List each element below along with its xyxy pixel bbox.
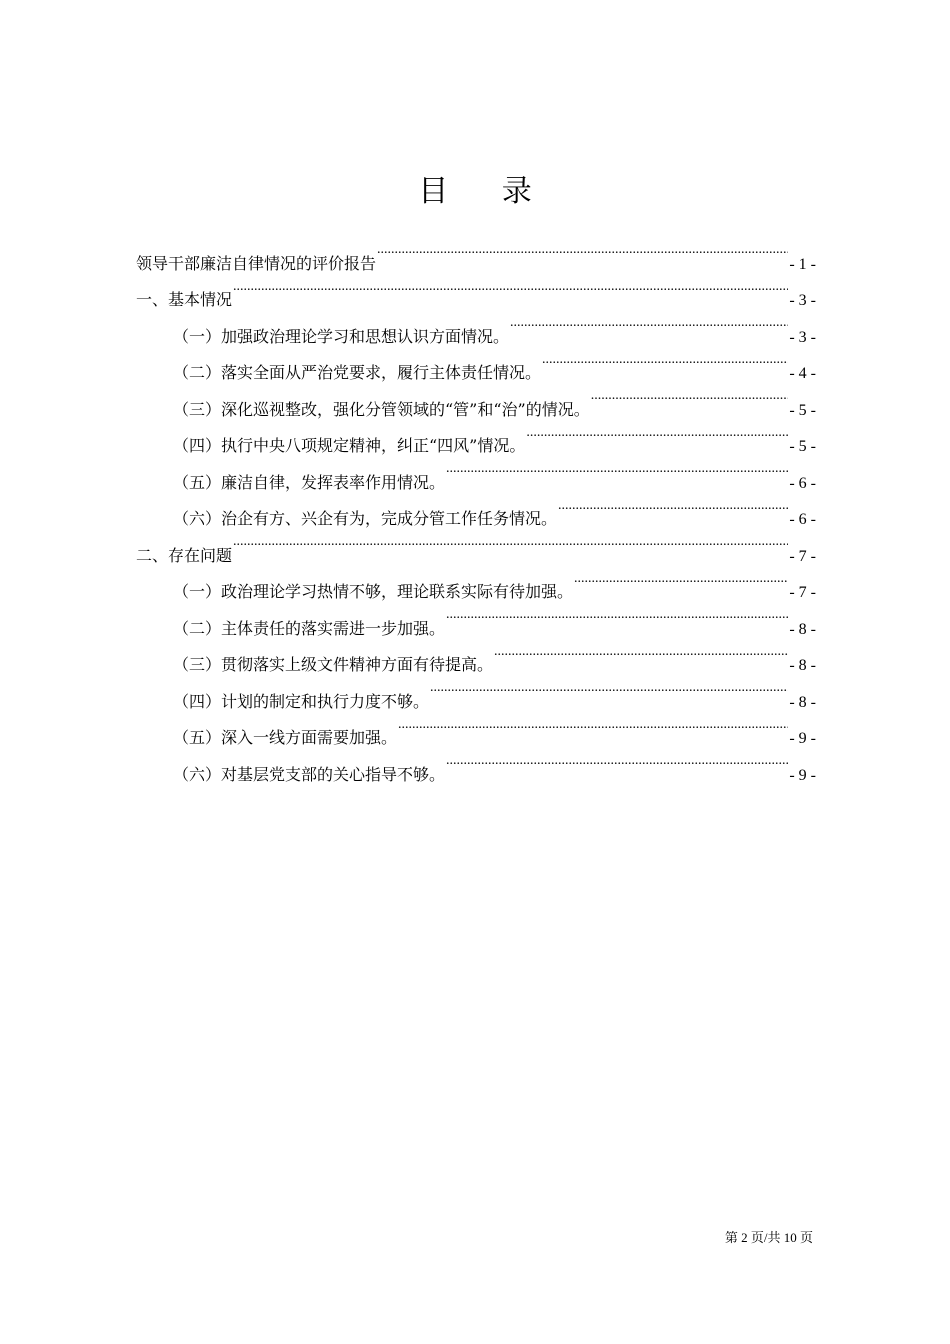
page-footer: 第 2 页/共 10 页 bbox=[724, 1230, 813, 1245]
toc-page-number: - 9 - bbox=[789, 730, 816, 747]
toc-title: 目 录 bbox=[418, 174, 554, 209]
toc-page-number: - 8 - bbox=[789, 620, 816, 638]
toc-page-number: - 7 - bbox=[789, 547, 816, 565]
toc-entry-text: （五）廉洁自律，发挥表率作用情况。 bbox=[173, 472, 446, 492]
toc-entry-text: （三）贯彻落实上级文件精神方面有待提高。 bbox=[173, 655, 494, 674]
toc-entry[interactable] bbox=[136, 305, 816, 346]
toc-entry-text: （六）对基层党支部的关心指导不够。 bbox=[173, 764, 446, 784]
toc-page-number: - 3 - bbox=[789, 328, 816, 346]
toc-page-number: - 6 - bbox=[789, 474, 816, 492]
toc-page-number: - 6 - bbox=[789, 511, 816, 528]
toc-entry-text: （二）落实全面从严治党要求，履行主体责任情况。 bbox=[173, 363, 542, 382]
toc-page-number: - 3 - bbox=[789, 292, 816, 309]
toc-dot-leader bbox=[494, 634, 788, 671]
toc-page-number: - 5 - bbox=[789, 438, 816, 455]
toc-dot-leader bbox=[542, 342, 788, 379]
toc-entry-text: （四）计划的制定和执行力度不够。 bbox=[173, 691, 430, 711]
toc-dot-leader bbox=[446, 743, 788, 780]
toc-page-number: - 1 - bbox=[789, 255, 816, 273]
toc-page-number: - 8 - bbox=[789, 693, 816, 711]
toc-entry-text: 领导干部廉洁自律情况的评价报告 bbox=[136, 253, 377, 273]
toc-page-number: - 4 - bbox=[789, 365, 816, 382]
toc-entry-text: 二、存在问题 bbox=[136, 545, 233, 565]
toc-entry-text: （四）执行中央八项规定精神，纠正“四风”情况。 bbox=[173, 436, 526, 455]
toc-dot-leader bbox=[398, 707, 788, 744]
toc-dot-leader bbox=[510, 305, 788, 342]
toc-page-number: - 5 - bbox=[789, 401, 816, 419]
toc-page-number: - 9 - bbox=[789, 766, 816, 784]
toc-dot-leader bbox=[377, 232, 788, 269]
toc-dot-leader bbox=[446, 451, 788, 488]
toc-entry[interactable] bbox=[136, 269, 816, 309]
toc-dot-leader bbox=[430, 670, 788, 707]
toc-dot-leader bbox=[446, 597, 788, 634]
toc-dot-leader bbox=[526, 415, 788, 452]
toc-entry-text: （五）深入一线方面需要加强。 bbox=[173, 728, 398, 747]
toc-entry-text: （六）治企有方、兴企有为，完成分管工作任务情况。 bbox=[173, 509, 558, 528]
toc-dot-leader bbox=[591, 378, 789, 415]
toc-dot-leader bbox=[558, 488, 788, 525]
toc-dot-leader bbox=[574, 561, 788, 598]
toc-entry[interactable] bbox=[136, 524, 816, 565]
toc-page-number: - 7 - bbox=[789, 584, 816, 601]
toc-dot-leader bbox=[233, 524, 788, 561]
table-of-contents bbox=[136, 232, 816, 784]
toc-page-number: - 8 - bbox=[789, 657, 816, 674]
toc-entry[interactable] bbox=[136, 561, 816, 601]
toc-entry-text: 一、基本情况 bbox=[136, 290, 233, 309]
toc-entry-text: （一）政治理论学习热情不够，理论联系实际有待加强。 bbox=[173, 582, 574, 601]
toc-entry-text: （二）主体责任的落实需进一步加强。 bbox=[173, 618, 446, 638]
toc-entry-text: （一）加强政治理论学习和思想认识方面情况。 bbox=[173, 326, 510, 346]
toc-entry[interactable] bbox=[136, 232, 816, 273]
toc-entry-text: （三）深化巡视整改，强化分管领域的“管”和“治”的情况。 bbox=[173, 399, 590, 419]
toc-dot-leader bbox=[233, 269, 788, 306]
